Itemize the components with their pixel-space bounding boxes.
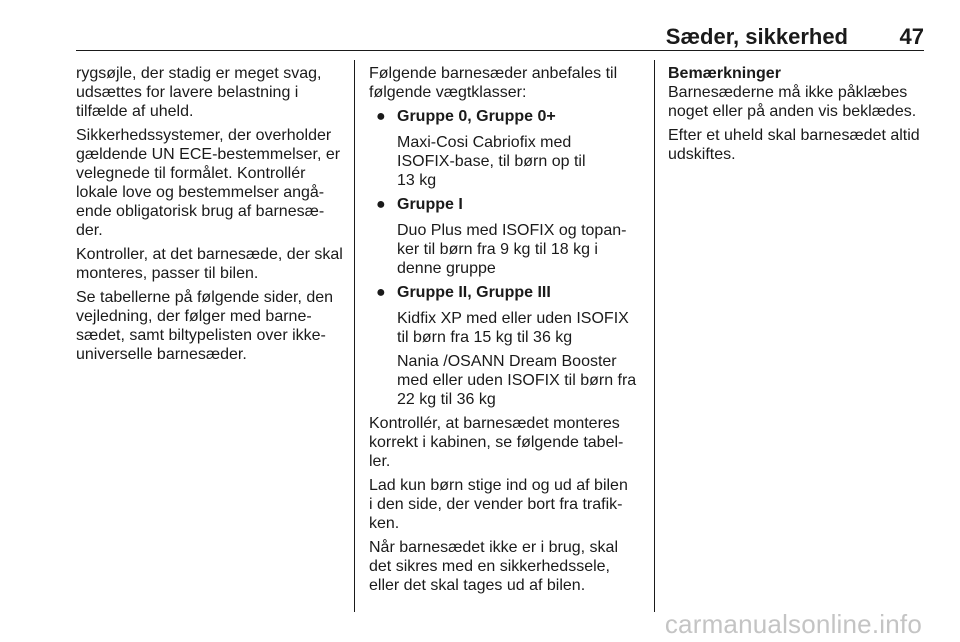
note-heading: Bemærkninger (668, 65, 781, 82)
header-divider (76, 50, 924, 51)
paragraph: Når barnesædet ikke er i brug, skal det sikres med en sikkerhedssele, eller det skal tages ud af bilen. (369, 539, 618, 594)
group-title: Gruppe I (397, 196, 463, 213)
group-title: Gruppe II, Gruppe III (397, 284, 551, 301)
bullet-icon: ● (376, 284, 386, 301)
group-description: Duo Plus med ISOFIX og topan‐ ker til børn fra 9 kg til 18 kg i denne gruppe (397, 222, 627, 277)
column-right (668, 64, 938, 169)
note-paragraph: Efter et uheld skal barnesædet altid udskiftes. (668, 127, 920, 163)
column-divider-left (354, 60, 355, 612)
group-title: Gruppe 0, Gruppe 0+ (397, 108, 556, 125)
column-middle (369, 64, 644, 600)
paragraph: Sikkerhedssystemer, der overholder gældende UN ECE-bestemmelser, er velegnede til formålet. Kontrollér lokale love og bestemmelser angå‐ ende obligatorisk brug af barnesæ‐ der. (76, 127, 341, 239)
page-number: 47 (899, 24, 924, 49)
intro-paragraph: Følgende barnesæder anbefales til følgende vægtklasser: (369, 65, 618, 101)
note-paragraph: Barnesæderne må ikke påklæbes noget eller på anden vis beklædes. (668, 84, 917, 120)
section-title: Sæder, sikkerhed (665, 24, 848, 49)
paragraph: Lad kun børn stige ind og ud af bilen i den side, der vender bort fra trafik‐ ken. (369, 477, 628, 532)
paragraph: Kontroller, at det barnesæde, der skal monteres, passer til bilen. (76, 246, 343, 282)
column-divider-right (654, 60, 655, 612)
column-left (76, 64, 346, 369)
group-description: Nania /OSANN Dream Booster med eller uden ISOFIX til børn fra 22 kg til 36 kg (397, 353, 637, 408)
watermark-text: carmanualsonline.info (664, 609, 922, 639)
group-description: Kidfix XP med eller uden ISOFIX til børn fra 15 kg til 36 kg (397, 310, 629, 346)
list-item-group-2 (369, 283, 644, 409)
paragraph: rygsøjle, der stadig er meget svag, udsættes for lavere belastning i tilfælde af uheld. (76, 65, 322, 120)
list-item-group-1 (369, 195, 644, 278)
group-description: Maxi-Cosi Cabriofix med ISOFIX-base, til børn op til 13 kg (397, 134, 586, 189)
list-item-group-0 (369, 107, 644, 190)
bullet-icon: ● (376, 108, 386, 125)
bullet-icon: ● (376, 196, 386, 213)
paragraph: Se tabellerne på følgende sider, den vejledning, der følger med barne‐ sædet, samt biltypelisten over ikke- universelle barnesæder. (76, 289, 334, 363)
paragraph: Kontrollér, at barnesædet monteres korrekt i kabinen, se følgende tabel‐ ler. (369, 415, 624, 470)
